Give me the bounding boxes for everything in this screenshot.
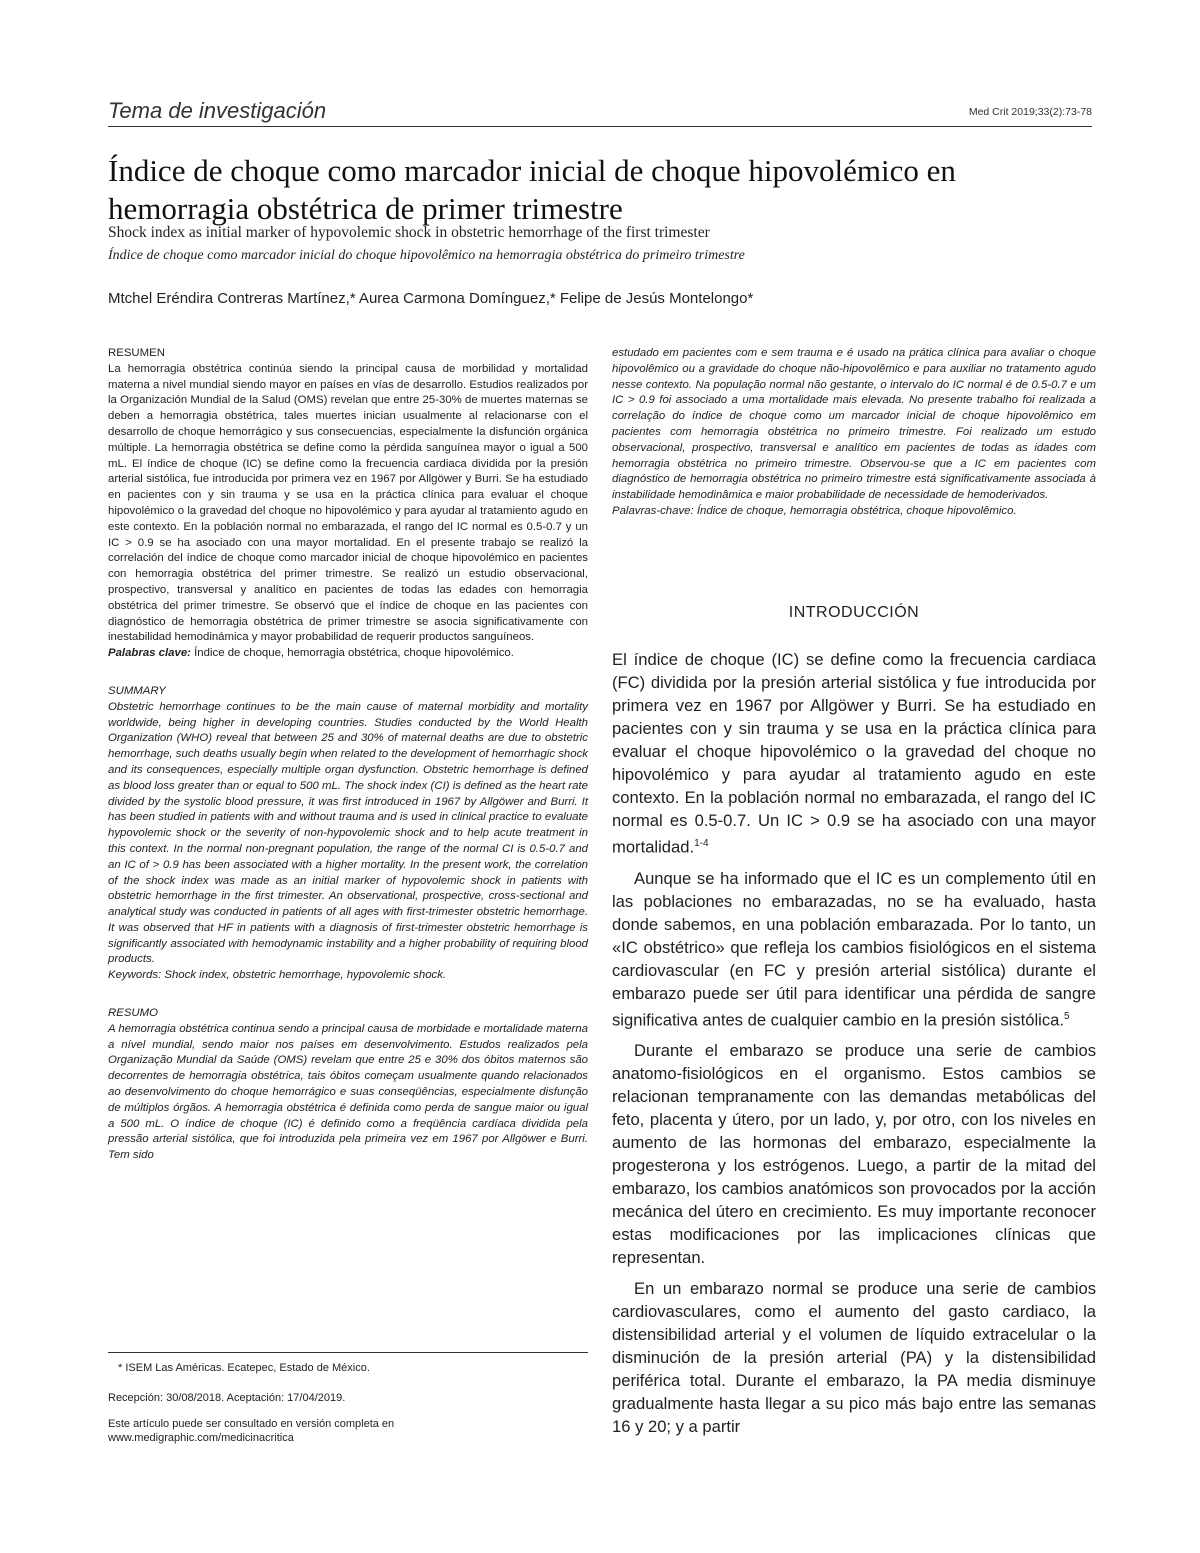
summary-keywords-label: Keywords: [108,969,162,982]
article-title: Índice de choque como marcador inicial de choque hipovolémico en hemorragia obstétrica de primer trimestre [108,153,956,226]
availability-text: Este artículo puede ser consultado en versión completa en [108,1418,395,1430]
introduction-heading: INTRODUCCIÓN [788,604,920,621]
resumen-keywords [108,646,588,662]
resumen-section [108,346,588,662]
intro-paragraph-2 [612,867,1096,1032]
resumo-keywords-text: Índice de choque, hemorragia obstétrica, choque hipovolêmico. [696,504,1017,517]
abstract-column-left [108,346,588,1186]
intro-paragraph-1 [612,648,1096,859]
footnote-divider [108,1352,588,1353]
footnote-availability [108,1417,508,1445]
resumen-text: La hemorragia obstétrica continúa siendo la principal causa de morbilidad y mortalidad materna a nivel mundial siendo mayor en países en vías de desarrollo. Estudios realizados por la Organización Mundial de la Salud (OMS) revelan que entre 25-30% de muertes maternas se deben a hemorragia obstétrica, tales muertes inician usualmente al relacionarse con el desarrollo de choque hemorrágico y sus consecuencias, especialmente la disfunción orgánica múltiple. La hemorragia obstétrica se define como la pérdida sanguínea mayor o igual a 500 mL. El índice de choque (IC) se define como la frecuencia cardiaca dividida por la presión arterial sistólica, fue introducida por primera vez en 1967 por Allgöwer y Burri. Se ha estudiado en pacientes con y sin trauma y se usa en la práctica clínica para evaluar el choque hipovolémico o la gravedad del choque no hipovolémico y para ayudar al tratamiento agudo en este contexto. En la población normal no embarazada, el rango del IC normal es 0.5-0.7 y un IC > 0.9 se ha asociado con una mayor mortalidad. En el presente trabajo se realizó la correlación del índice de choque como marcador inicial de choque hipovolémico en pacientes con hemorragia obstétrica del primer trimestre. Se realizó un estudio observacional, prospectivo, transversal y analítico en pacientes de todas las edades con hemorragia obstétrica del primer trimestre. Se observó que el índice de choque en las pacientes con diagnóstico de hemorragia obstétrica de primer trimestre se asocia significativamente con inestabilidad hemodinámica y mayor probabilidad de requerir productos sanguíneos. [108,362,588,644]
resumo-keywords [612,504,1096,520]
intro-paragraph-2-text: Aunque se ha informado que el IC es un complemento útil en las poblaciones no embarazadas, no se ha evaluado, hasta donde sabemos, en una población embarazada. Por lo tanto, un «IC obstétrico» que refleja los cambios fisiológicos en el sistema cardiovascular (en FC y presión arterial sistólica) durante el embarazo puede ser útil para identificar una pérdida de sangre significativa antes de cualquier cambio en la presión sistólica. [612,868,1096,1030]
availability-link[interactable]: www.medigraphic.com/medicinacritica [108,1432,294,1444]
intro-paragraph-3: Durante el embarazo se produce una serie de cambios anatomo-fisiológicos en el organismo. Estos cambios se relacionan tempranamente con las demandas metabólicas del feto, placenta y útero, por un lado, y, por otro, con los niveles en aumento de las hormonas del embarazo, especialmente la progesterona y los estrógenos. Luego, a partir de la mitad del embarazo, los cambios anatómicos son provocados por la acción mecánica del útero en crecimiento. Es muy importante reconocer estas modificaciones por las implicaciones clínicas que representan. [612,1041,1096,1268]
intro-reference-2: 5 [1063,1010,1070,1022]
summary-heading: SUMMARY [108,684,166,697]
resumo-keywords-label: Palavras-chave: [612,504,694,517]
intro-reference-1: 1-4 [694,838,709,849]
resumo-heading: RESUMO [108,1007,158,1020]
resumo-text-left: A hemorragia obstétrica continua sendo a principal causa de morbidade e mortalidade materna a nível mundial, sendo maior nos países em desenvolvimento. Estudos realizados pela Organização Mundial da Saúde (OMS) revelam que entre 25 e 30% dos óbitos maternos são decorrentes de hemorragia obstétrica, tais óbitos começam usualmente quando relacionados ao desenvolvimento do choque hemorrágico e suas conseqüências, especialmente disfunção de múltiplos órgãos. A hemorragia obstétrica é definida como perda de sangue maior ou igual a 500 mL. O índice de choque (IC) é definido como a freqüência cardíaca dividida pela pressão arterial sistólica, que foi introduzida pela primeira vez em 1967 por Allgöwer e Burri. Tem sido [108,1022,588,1162]
resumo-text-right: estudado em pacientes com e sem trauma e é usado na prática clínica para avaliar o choque hipovolêmico ou a gravidade do choque não-hipovolêmico e para auxiliar no tratamento agudo nesse contexto. Na população normal não gestante, o intervalo do IC normal é de 0.5-0.7 e um IC > 0.9 foi associado a uma mortalidade mais elevada. No presente trabalho foi realizada a correlação do índice de choque como um marcador inicial de choque hipovolêmico em pacientes com hemorragia obstétrica no primeiro trimestre. Foi realizado um estudo observacional, prospectivo, transversal e analítico em pacientes de todas as idades com hemorragia obstétrica no primeiro trimestre. Observou-se que a IC em pacientes com diagnóstico de hemorragia obstétrica no primeiro trimestre está significativamente associada à instabilidade hemodinâmica e maior probabilidade de necessidade de hemoderivados. [612,347,1096,502]
summary-text: Obstetric hemorrhage continues to be the main cause of maternal morbidity and mortality worldwide, being higher in developing countries. Studies conducted by the World Health Organization (WHO) reveal that between 25 and 30% of maternal deaths are due to obstetric hemorrhage, such deaths usually begin when related to the development of hemorrhagic shock and its consequences, especially multiple organ dysfunction. Obstetric hemorrhage is defined as blood loss greater than or equal to 500 mL. The shock index (CI) is defined as the heart rate divided by the systolic blood pressure, it was first introduced in 1967 by Allgöwer and Burri. It has been studied in patients with and without trauma and is used in clinical practice to evaluate hypovolemic shock or the severity of non-hypovolemic shock and to help acute treatment in this context. In the normal non-pregnant population, the range of the normal CI is 0.5-0.7 and an IC of > 0.9 has been associated with a higher mortality. In the present work, the correlation of the shock index was made as an initial marker of hypovolemic shock in patients with obstetric hemorrhage in the first trimester. An observational, prospective, cross-sectional and analytical study was conducted in patients of all ages with first-trimester obstetric hemorrhage. It was observed that HF in patients with a diagnosis of first-trimester obstetric hemorrhage is significantly associated with hemodynamic instability and a higher probability of requiring blood products. [108,700,588,966]
summary-keywords-text: Shock index, obstetric hemorrhage, hypovolemic shock. [164,969,447,982]
intro-paragraph-4: En un embarazo normal se produce una serie de cambios cardiovasculares, como el aumento del gasto cardiaco, la distensibilidad arterial y el volumen de líquido extracelular o la disminución de la presión arterial (PA) y la distensibilidad periférica total. Durante el embarazo, la PA media disminuye gradualmente hasta llegar a su pico más bajo entre las semanas 16 y 20; y a partir [612,1279,1096,1437]
footnote-affiliation: * ISEM Las Américas. Ecatepec, Estado de México. [118,1362,370,1374]
resumo-section [108,1006,588,1164]
summary-section [108,684,588,984]
resumen-keywords-text: Índice de choque, hemorragia obstétrica, choque hipovolémico. [194,647,514,660]
footnote-dates: Recepción: 30/08/2018. Aceptación: 17/04/2019. [108,1392,346,1404]
article-title-english: Shock index as initial marker of hypovolemic shock in obstetric hemorrhage of the first trimester [108,224,710,241]
header-divider [108,126,1092,127]
author-list: Mtchel Eréndira Contreras Martínez,* Aurea Carmona Domínguez,* Felipe de Jesús Montelongo* [108,290,754,307]
abstract-column-right [612,346,1096,520]
section-label: Tema de investigación [108,98,327,123]
introduction-body [612,648,1096,1446]
article-title-portuguese: Índice de choque como marcador inicial do choque hipovolêmico na hemorragia obstétrica do primeiro trimestre [108,248,745,263]
journal-reference: Med Crit 2019;33(2):73-78 [968,106,1092,118]
intro-paragraph-1-text: El índice de choque (IC) se define como la frecuencia cardiaca (FC) dividida por la presión arterial sistólica y fue introducida por primera vez en 1967 por Allgöwer y Burri. Se ha estudiado en pacientes con y sin trauma y se usa en la práctica clínica para evaluar el choque hipovolémico o la gravedad del choque no hipovolémico y para ayudar al tratamiento agudo en este contexto. En la población normal no embarazada, el rango del IC normal es 0.5-0.7. Un IC > 0.9 se ha asociado con una mayor mortalidad. [612,650,1096,857]
resumen-keywords-label: Palabras clave: [108,647,191,660]
summary-keywords [108,968,588,984]
resumen-heading: RESUMEN [108,347,165,359]
